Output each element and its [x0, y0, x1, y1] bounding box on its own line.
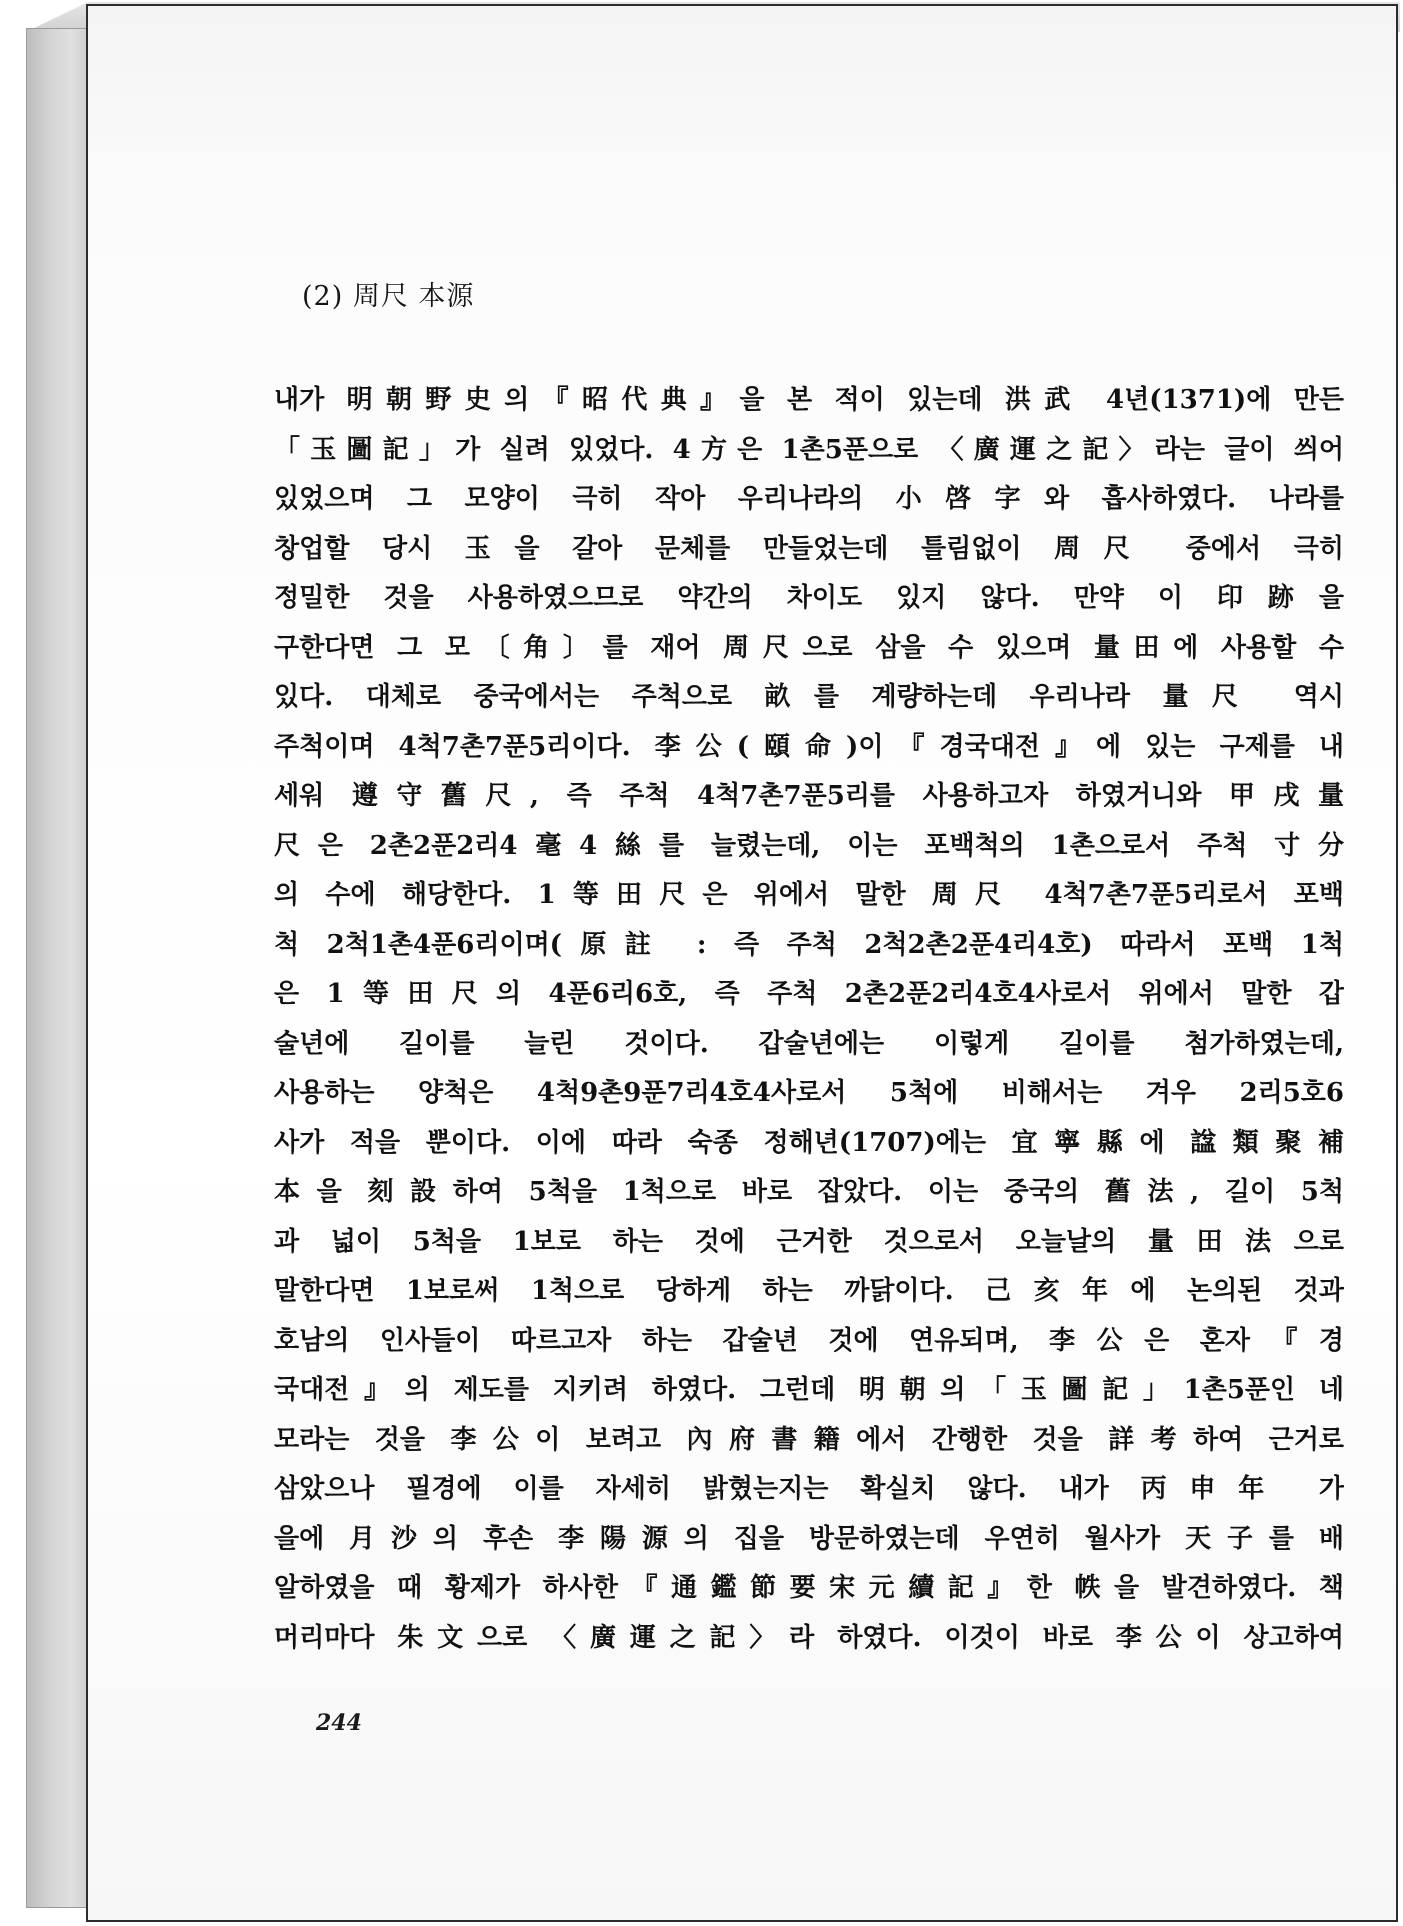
body-paragraph [274, 376, 1344, 1663]
book-page [86, 4, 1398, 1922]
text-line: 本을 刻設하여 5척을 1척으로 바로 잡았다. 이는 중국의 舊法, 길이 5척 [274, 1177, 1344, 1207]
text-line: 세워 遵守舊尺, 즉 주척 4척7촌7푼5리를 사용하고자 하였거니와 甲戌量 [274, 781, 1344, 811]
text-line: 국대전』의 제도를 지키려 하였다. 그런데 明朝의「玉圖記」1촌5푼인 네 [274, 1375, 1344, 1405]
text-line: 호남의 인사들이 따르고자 하는 갑술년 것에 연유되며, 李公은 혼자『경 [274, 1325, 1344, 1356]
text-line: 의 수에 해당한다. 1等田尺은 위에서 말한 周尺 4척7촌7푼5리로서 포백 [274, 880, 1344, 910]
text-line: 은 1等田尺의 4푼6리6호, 즉 주척 2촌2푼2리4호4사로서 위에서 말한 갑 [274, 979, 1344, 1009]
text-line: 사용하는 양척은 4척9촌9푼7리4호4사로서 5척에 비해서는 겨우 2리5호6 [274, 1078, 1344, 1108]
text-line: 을에 月沙의 후손 李陽源의 집을 방문하였는데 우연히 월사가 天子를 배 [274, 1523, 1344, 1554]
book-spine-edge [26, 28, 88, 1908]
section-heading: (2) 周尺 本源 [302, 281, 475, 312]
text-line: 술년에 길이를 늘린 것이다. 갑술년에는 이렇게 길이를 첨가하였는데, [274, 1028, 1344, 1059]
text-line: 내가 明朝野史의『昭代典』을 본 적이 있는데 洪武 4년(1371)에 만든 [274, 385, 1344, 415]
text-line: 모라는 것을 李公이 보려고 內府書籍에서 간행한 것을 詳考하여 근거로 [274, 1424, 1344, 1455]
text-line: 과 넓이 5척을 1보로 하는 것에 근거한 것으로서 오늘날의 量田法으로 [274, 1226, 1344, 1257]
text-line: 머리마다 朱文으로 〈廣運之記〉라 하였다. 이것이 바로 李公이 상고하여 [274, 1622, 1344, 1653]
text-line: 「玉圖記」가 실려 있었다. 4方은 1촌5푼으로 〈廣運之記〉라는 글이 씌어 [274, 434, 1344, 465]
page-number: 244 [316, 1710, 362, 1736]
text-line: 척 2척1촌4푼6리이며(原註 : 즉 주척 2척2촌2푼4리4호) 따라서 포백 1척 [274, 929, 1344, 960]
text-line: 삼았으나 필경에 이를 자세히 밝혔는지는 확실치 않다. 내가 丙申年 가 [274, 1474, 1344, 1504]
text-line: 창업할 당시 玉을 갈아 문체를 만들었는데 틀림없이 周尺 중에서 극히 [274, 533, 1344, 564]
text-line: 말한다면 1보로써 1척으로 당하게 하는 까닭이다. 己亥年에 논의된 것과 [274, 1276, 1344, 1306]
text-line: 주척이며 4척7촌7푼5리이다. 李公(頤命)이『경국대전』에 있는 구제를 내 [274, 731, 1344, 762]
text-line: 있다. 대체로 중국에서는 주척으로 畝를 계량하는데 우리나라 量尺 역시 [274, 682, 1344, 712]
text-line: 사가 적을 뿐이다. 이에 따라 숙종 정해년(1707)에는 宜寧縣에 諡類聚補 [274, 1127, 1344, 1158]
text-line: 있었으며 그 모양이 극히 작아 우리나라의 小啓字와 흡사하였다. 나라를 [274, 484, 1344, 514]
text-line: 정밀한 것을 사용하였으므로 약간의 차이도 있지 않다. 만약 이 印跡을 [274, 583, 1344, 613]
text-line: 구한다면 그 모〔角〕를 재어 周尺으로 삼을 수 있으며 量田에 사용할 수 [274, 632, 1344, 663]
text-line: 알하였을 때 황제가 하사한『通鑑節要宋元續記』한 帙을 발견하였다. 책 [274, 1573, 1344, 1603]
text-line: 尺은 2촌2푼2리4毫4絲를 늘렸는데, 이는 포백척의 1촌으로서 주척 寸分 [274, 830, 1344, 861]
